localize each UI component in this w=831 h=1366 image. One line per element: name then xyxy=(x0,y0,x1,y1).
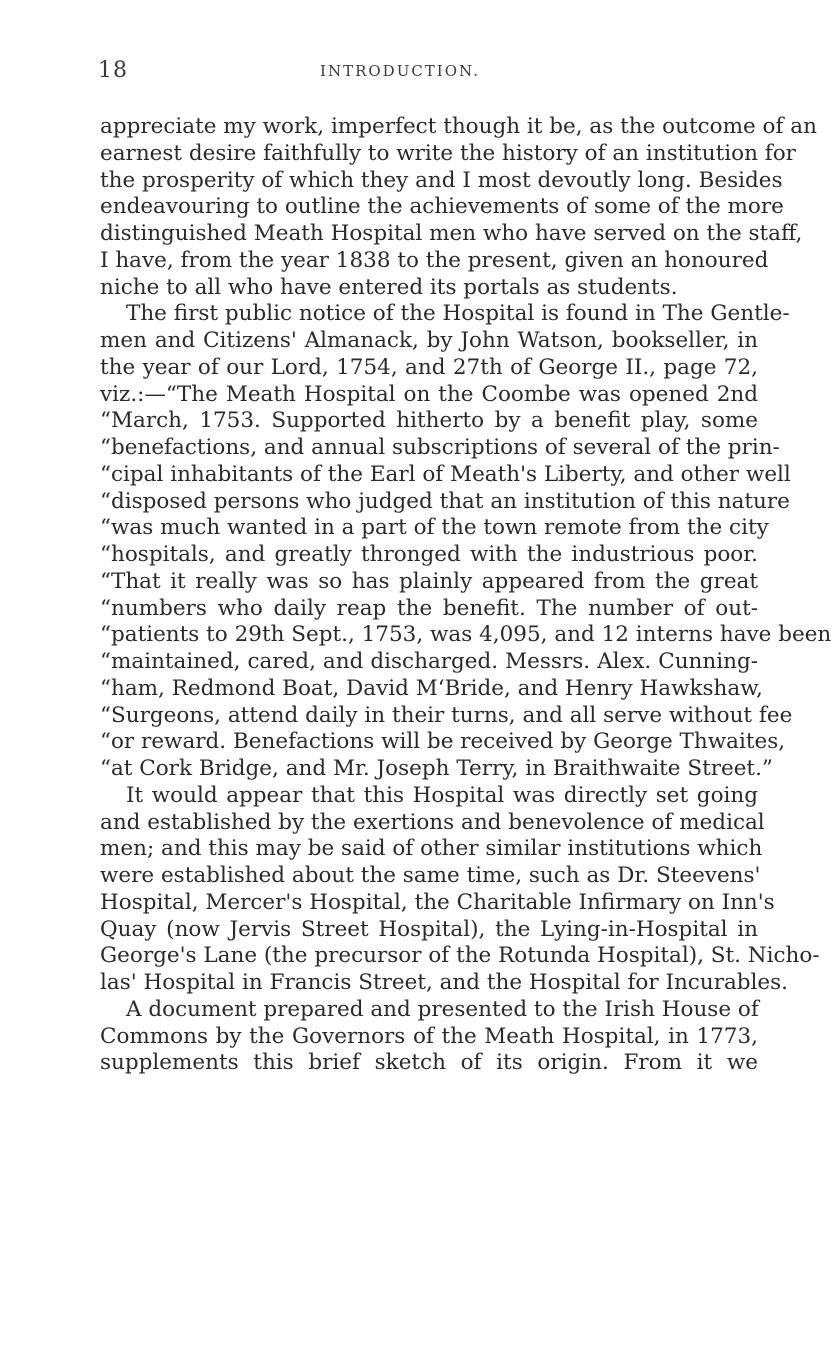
text-line: “March, 1753. Supported hitherto by a benefit play, some xyxy=(100,408,758,434)
text-line: “That it really was so has plainly appeared from the great xyxy=(100,568,758,594)
text-line: The first public notice of the Hospital is found in The Gentle- xyxy=(126,301,790,327)
text-line: the year of our Lord, 1754, and 27th of George II., page 72, xyxy=(100,354,758,380)
text-line: Quay (now Jervis Street Hospital), the Lying-in-Hospital in xyxy=(100,916,758,942)
text-line: “was much wanted in a part of the town remote from the city xyxy=(100,515,769,541)
text-line: were established about the same time, such as Dr. Steevens' xyxy=(100,863,761,888)
text-line: men and Citizens' Almanack, by John Watson, bookseller, in xyxy=(100,328,758,353)
text-line: “disposed persons who judged that an institution of this nature xyxy=(100,488,790,514)
text-line: A document prepared and presented to the Irish House of xyxy=(126,996,759,1022)
text-line: “cipal inhabitants of the Earl of Meath's Liberty, and other well xyxy=(100,461,791,487)
text-line: viz.:—“The Meath Hospital on the Coombe was opened 2nd xyxy=(100,381,758,407)
text-line: las' Hospital in Francis Street, and the Hospital for Incurables. xyxy=(100,970,789,995)
text-line: “patients to 29th Sept., 1753, was 4,095, and 12 interns have been xyxy=(100,622,831,648)
running-title: INTRODUCTION. xyxy=(320,62,480,80)
text-line: Hospital, Mercer's Hospital, the Charitable Infirmary on Inn's xyxy=(100,889,775,915)
text-line: appreciate my work, imperfect though it be, as the outcome of an xyxy=(100,114,817,139)
text-line: men; and this may be said of other similar institutions which xyxy=(100,836,763,862)
body-text xyxy=(100,114,831,1077)
text-line: “maintained, cared, and discharged. Messrs. Alex. Cunning- xyxy=(100,649,758,674)
text-line: “benefactions, and annual subscriptions of several of the prin- xyxy=(100,435,780,460)
text-line: endeavouring to outline the achievements of some of the more xyxy=(100,194,784,220)
text-line: “ham, Redmond Boat, David M‘Bride, and Henry Hawkshaw, xyxy=(100,675,763,701)
text-line: “Surgeons, attend daily in their turns, and all serve without fee xyxy=(100,702,793,728)
text-line: “at Cork Bridge, and Mr. Joseph Terry, in Braithwaite Street.” xyxy=(100,756,773,781)
text-line: “hospitals, and greatly thronged with the industrious poor. xyxy=(100,542,758,567)
text-line: Commons by the Governors of the Meath Hospital, in 1773, xyxy=(100,1023,758,1049)
text-line: niche to all who have entered its portals as students. xyxy=(100,274,678,300)
text-line: and established by the exertions and benevolence of medical xyxy=(100,809,765,835)
text-line: earnest desire faithfully to write the history of an institution for xyxy=(100,140,796,166)
text-line: I have, from the year 1838 to the present, given an honoured xyxy=(100,247,769,273)
text-line: George's Lane (the precursor of the Rotunda Hospital), St. Nicho- xyxy=(100,943,820,969)
text-line: “or reward. Benefactions will be received by George Thwaites, xyxy=(100,729,786,755)
text-line: distinguished Meath Hospital men who have served on the staff, xyxy=(100,221,803,246)
text-line: supplements this brief sketch of its origin. From it we xyxy=(100,1050,758,1076)
text-line: “numbers who daily reap the benefit. The number of out- xyxy=(100,595,758,621)
text-line: the prosperity of which they and I most devoutly long. Besides xyxy=(100,167,783,193)
text-line: It would appear that this Hospital was directly set going xyxy=(126,782,758,808)
page-number: 18 xyxy=(98,58,128,83)
